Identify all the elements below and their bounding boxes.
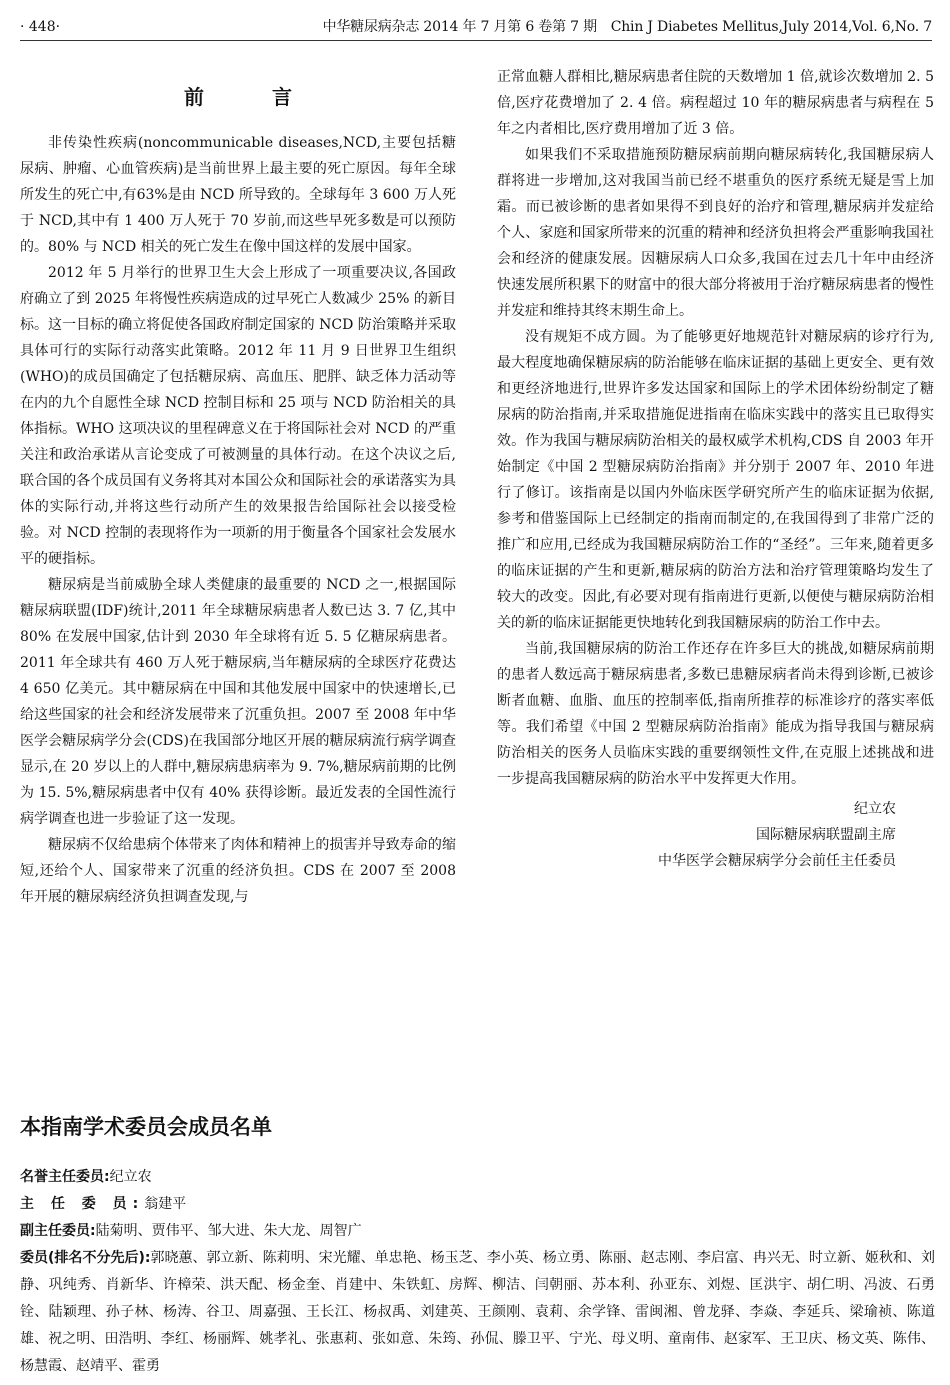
journal-citation: 中华糖尿病杂志 2014 年 7 月第 6 卷第 7 期 Chin J Diabetes Mellitus,July 2014,Vol. 6,No. 7 <box>322 19 932 35</box>
signature-name: 纪立农 <box>854 801 896 817</box>
vice-chair-label: 副主任委员: <box>20 1223 96 1239</box>
paragraph: 如果我们不采取措施预防糖尿病前期向糖尿病转化,我国糖尿病人群将进一步增加,这对我国当前已经不堪重负的医疗系统无疑是雪上加霜。而已被诊断的患者如果得不到良好的治疗和管理,糖尿病并发症给个人、家庭和国家所带来的沉重的精神和经济负担将会严重影响我国社会和经济的健康发展。因糖尿病人口众多,我国在过去几十年中由经济快速发展所积累下的财富中的很大部分将被用于治疗糖尿病患者的慢性并发症和维持其终末期生命上。 <box>497 147 934 319</box>
signature-title-1: 国际糖尿病联盟副主席 <box>756 827 896 843</box>
paragraph: 当前,我国糖尿病的防治工作还存在许多巨大的挑战,如糖尿病前期的患者人数远高于糖尿病患者,多数已患糖尿病者尚未得到诊断,已被诊断者血糖、血脂、血压的控制率低,指南所推荐的标准诊疗的落实率低等。我们希望《中国 2 型糖尿病防治指南》能成为指导我国与糖尿病防治相关的医务人员临床实践的重要纲领性文件,在克服上述挑战和进一步提高我国糖尿病的防治水平中发挥更大作用。 <box>497 641 934 787</box>
signature-block <box>497 796 934 874</box>
signature-title-2: 中华医学会糖尿病学分会前任主任委员 <box>658 853 896 869</box>
header-rule <box>20 40 932 41</box>
chair-name: 翁建平 <box>144 1196 187 1212</box>
paragraph: 没有规矩不成方圆。为了能够更好地规范针对糖尿病的诊疗行为,最大程度地确保糖尿病的防治能够在临床证据的基础上更安全、更有效和更经济地进行,世界许多发达国家和国际上的学术团体纷纷制定了糖尿病的防治指南,并采取措施促进指南在临床实践中的落实且已取得实效。作为我国与糖尿病防治相关的最权威学术机构,CDS 自 2003 年开始制定《中国 2 型糖尿病防治指南》并分别于 2007 年、2010 年进行了修订。该指南是以国内外临床医学研究所产生的临床证据为依据,参考和借鉴国际上已经制定的指南而制定的,在我国得到了非常广泛的推广和应用,已经成为我国糖尿病防治工作的“圣经”。三年来,随着更多的临床证据的产生和更新,糖尿病的防治方法和治疗管理策略均发生了较大的改变。因此,有必要对现有指南进行更新,以便使与糖尿病防治相关的新的临床证据能更快地转化到我国糖尿病的防治工作中去。 <box>497 329 934 631</box>
right-column <box>497 64 934 874</box>
vice-chair-row <box>20 1218 935 1245</box>
vice-chair-names: 陆菊明、贾伟平、邹大进、朱大龙、周智广 <box>95 1223 362 1239</box>
left-column <box>20 60 456 910</box>
committee-section <box>20 1112 935 1380</box>
paragraph: 糖尿病不仅给患病个体带来了肉体和精神上的损害并导致寿命的缩短,还给个人、国家带来了沉重的经济负担。CDS 在 2007 至 2008 年开展的糖尿病经济负担调查发现,与 <box>20 837 456 905</box>
members-label: 委员(排名不分先后): <box>20 1250 151 1266</box>
paragraph: 糖尿病是当前威胁全球人类健康的最重要的 NCD 之一,根据国际糖尿病联盟(IDF)统计,2011 年全球糖尿病患者人数已达 3. 7 亿,其中 80% 在发展中国家,估计到 2030 年全球将有近 5. 5 亿糖尿病患者。2011 年全球共有 460 万人死于糖尿病,当年糖尿病的全球医疗花费达 4 650 亿美元。其中糖尿病在中国和其他发展中国家中的快速增长,已给这些国家的社会和经济发展带来了沉重负担。2007 至 2008 年中华医学会糖尿病学分会(CDS)在我国部分地区开展的糖尿病流行病学调查显示,在 20 岁以上的人群中,糖尿病患病率为 9. 7%,糖尿病前期的比例为 15. 5%,糖尿病患者中仅有 40% 获得诊断。最近发表的全国性流行病学调查也进一步验证了这一发现。 <box>20 577 456 827</box>
chair-label: 主 任 委 员: <box>20 1196 145 1212</box>
paragraph: 2012 年 5 月举行的世界卫生大会上形成了一项重要决议,各国政府确立了到 2025 年将慢性疾病造成的过早死亡人数减少 25% 的新目标。这一目标的确立将促使各国政府制定国家的 NCD 防治策略并采取具体可行的实际行动落实此策略。2012 年 11 月 9 日世界卫生组织(WHO)的成员国确定了包括糖尿病、高血压、肥胖、缺乏体力活动等在内的九个自愿性全球 NCD 控制目标和 25 项与 NCD 防治相关的具体指标。WHO 这项决议的里程碑意义在于将国际社会对 NCD 的严重关注和政治承诺从言论变成了可被测量的具体行动。在这个决议之后,联合国的各个成员国有义务将其对本国公众和国际社会的承诺落实为具体的实际行动,并将这些行动所产生的效果报告给国际社会以接受检验。对 NCD 控制的表现将作为一项新的用于衡量各个国家社会发展水平的硬指标。 <box>20 265 456 567</box>
honorary-chair-row <box>20 1164 935 1191</box>
honorary-chair-name: 纪立农 <box>109 1169 152 1185</box>
running-header <box>20 16 932 38</box>
members-row <box>20 1245 935 1380</box>
paragraph-continued: 正常血糖人群相比,糖尿病患者住院的天数增加 1 倍,就诊次数增加 2. 5 倍,医疗花费增加了 2. 4 倍。病程超过 10 年的糖尿病患者与病程在 5 年之内者相比,医疗费用增加了近 3 倍。 <box>497 69 934 137</box>
chair-row <box>20 1191 935 1218</box>
paragraph: 非传染性疾病(noncommunicable diseases,NCD,主要包括糖尿病、肿瘤、心血管疾病)是当前世界上最主要的死亡原因。每年全球所发生的死亡中,有63%是由 NCD 所导致的。全球每年 3 600 万人死于 NCD,其中有 1 400 万人死于 70 岁前,而这些早死多数是可以预防的。80% 与 NCD 相关的死亡发生在像中国这样的发展中国家。 <box>20 135 456 255</box>
committee-title: 本指南学术委员会成员名单 <box>20 1115 272 1139</box>
preface-title: 前 言 <box>184 85 316 109</box>
members-names: 郭晓蕙、郭立新、陈莉明、宋光耀、单忠艳、杨玉芝、李小英、杨立勇、陈丽、赵志刚、李启富、冉兴无、时立新、姬秋和、刘静、巩纯秀、肖新华、许樟荣、洪天配、杨金奎、肖建中、朱铁虹、房辉、柳洁、闫朝丽、苏本利、孙亚东、刘煜、匡洪宇、胡仁明、冯波、石勇铨、陆颖理、孙子林、杨涛、谷卫、周嘉强、王长江、杨叔禹、刘建英、王颜刚、袁莉、余学锋、雷闽湘、曾龙驿、李焱、李延兵、梁瑜祯、陈道雄、祝之明、田浩明、李红、杨丽辉、姚孝礼、张惠莉、张如意、朱筠、孙侃、滕卫平、宁光、母义明、童南伟、赵家军、王卫庆、杨文英、陈伟、杨慧霞、赵靖平、霍勇 <box>20 1250 935 1374</box>
page-number: · 448· <box>20 19 61 35</box>
honorary-chair-label: 名誉主任委员: <box>20 1169 110 1185</box>
